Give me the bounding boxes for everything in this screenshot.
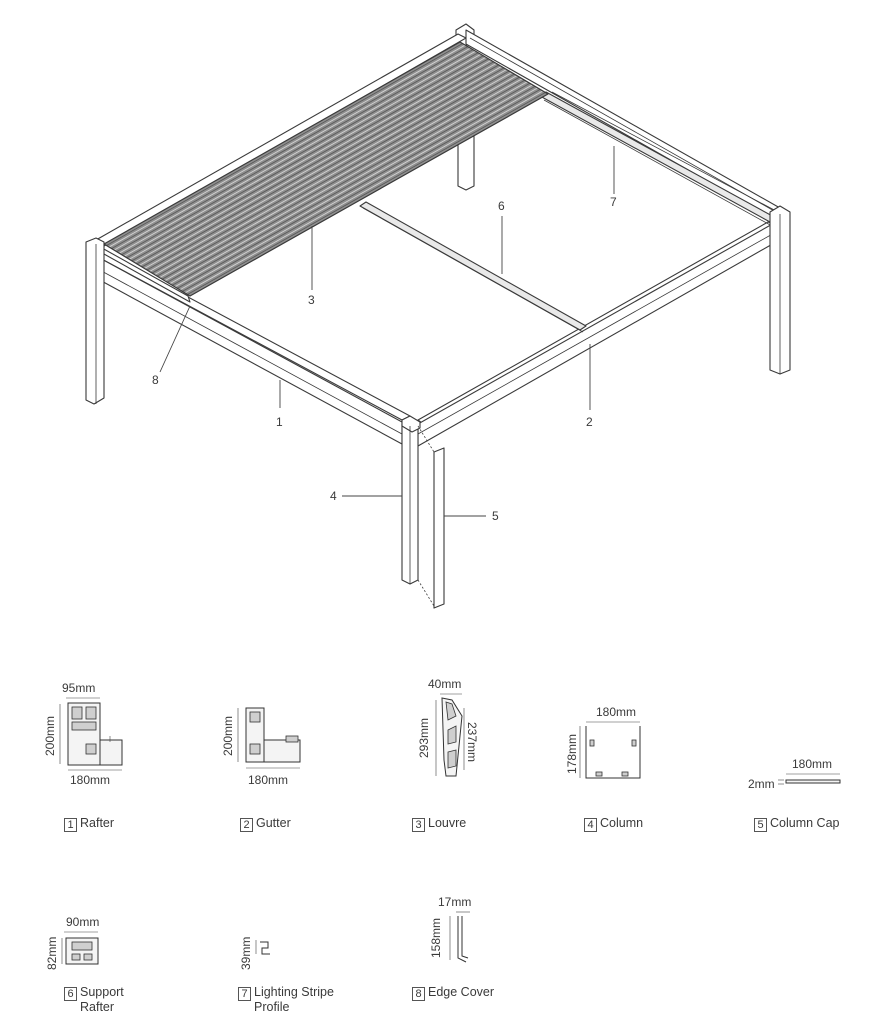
caption-louvre-num: 3	[412, 818, 425, 832]
louvre-slat	[132, 59, 489, 261]
rafter-dim-height: 200mm	[43, 715, 57, 756]
caption-support-rafter-num: 6	[64, 987, 77, 1001]
gutter-dim-width: 180mm	[248, 773, 289, 787]
louvre-slat	[152, 71, 509, 273]
lighting-stripe-dim-height: 39mm	[239, 936, 253, 970]
support-rafter	[360, 202, 586, 332]
caption-support-rafter-name: Support Rafter	[80, 985, 124, 1014]
callout-5: 5	[492, 509, 499, 523]
caption-lighting-stripe-name: Lighting Stripe Profile	[254, 985, 334, 1014]
louvre-slat	[144, 66, 501, 268]
column-front-left	[86, 238, 104, 404]
louvre-slat	[137, 62, 494, 264]
support-rafter-dim-width: 90mm	[66, 915, 100, 929]
caption-louvre-name: Louvre	[428, 816, 467, 830]
caption-lighting-stripe-num: 7	[238, 987, 251, 1001]
profile-support-rafter	[45, 915, 99, 970]
rafter-dim-width-bottom: 180mm	[70, 773, 111, 787]
lighting-stripe-rails	[540, 92, 778, 226]
gutter-dim-height: 200mm	[221, 715, 235, 756]
louvre-dim-height: 293mm	[417, 717, 431, 758]
callout-1: 1	[276, 415, 283, 429]
callout-4: 4	[330, 489, 337, 503]
caption-gutter-num: 2	[240, 818, 253, 832]
profile-rafter	[43, 681, 122, 787]
caption-louvre	[412, 816, 466, 832]
beam-front-right	[418, 222, 778, 446]
beam-front-left	[96, 252, 410, 444]
profile-lighting-stripe	[239, 937, 270, 970]
caption-support-rafter	[64, 985, 124, 1015]
column-cap-panel	[418, 426, 444, 608]
caption-edge-cover-num: 8	[412, 987, 425, 1001]
louvre-slat	[147, 68, 504, 270]
louvre-dim-inner: 237mm	[465, 722, 479, 763]
caption-rafter-name: Rafter	[80, 816, 115, 830]
louvre-slat	[150, 70, 507, 272]
caption-column-num: 4	[584, 818, 597, 832]
support-rafter-dim-height: 82mm	[45, 936, 59, 970]
caption-rafter-num: 1	[64, 818, 77, 832]
louvre-slat	[134, 60, 491, 262]
column-dim-height: 178mm	[565, 733, 579, 774]
louvre-slat	[142, 65, 499, 267]
pergola-drawing	[86, 24, 790, 608]
caption-column-name: Column	[600, 816, 644, 830]
louvre-dim-width: 40mm	[428, 677, 462, 691]
caption-gutter-name: Gutter	[256, 816, 291, 830]
louvre-pack	[104, 42, 548, 296]
column-front	[402, 416, 420, 584]
callout-2: 2	[586, 415, 593, 429]
caption-gutter	[240, 816, 291, 832]
column-cap-dim-thickness: 2mm	[748, 777, 775, 791]
column-right	[770, 206, 790, 374]
caption-edge-cover-name: Edge Cover	[428, 985, 495, 999]
louvre-slat	[139, 63, 496, 265]
caption-lighting-stripe	[238, 985, 334, 1015]
profile-louvre	[417, 677, 479, 776]
callout-3: 3	[308, 293, 315, 307]
caption-column-cap-num: 5	[754, 818, 767, 832]
profile-edge-cover	[429, 895, 471, 962]
column-cap-dim-width: 180mm	[792, 757, 833, 771]
caption-edge-cover	[412, 985, 494, 1001]
beam-back	[466, 30, 780, 222]
callout-6: 6	[498, 199, 505, 213]
profile-column-cap	[748, 757, 840, 791]
column-dim-width: 180mm	[596, 705, 637, 719]
profile-column	[565, 705, 640, 778]
edge-cover-dim-height: 158mm	[429, 917, 443, 958]
caption-column	[584, 816, 643, 832]
profile-gutter	[221, 708, 300, 787]
callout-7: 7	[610, 195, 617, 209]
caption-column-cap	[754, 816, 839, 832]
caption-rafter	[64, 816, 114, 832]
caption-column-cap-name: Column Cap	[770, 816, 840, 830]
callout-8: 8	[152, 373, 159, 387]
edge-cover-dim-width: 17mm	[438, 895, 472, 909]
rafter-dim-width-top: 95mm	[62, 681, 96, 695]
